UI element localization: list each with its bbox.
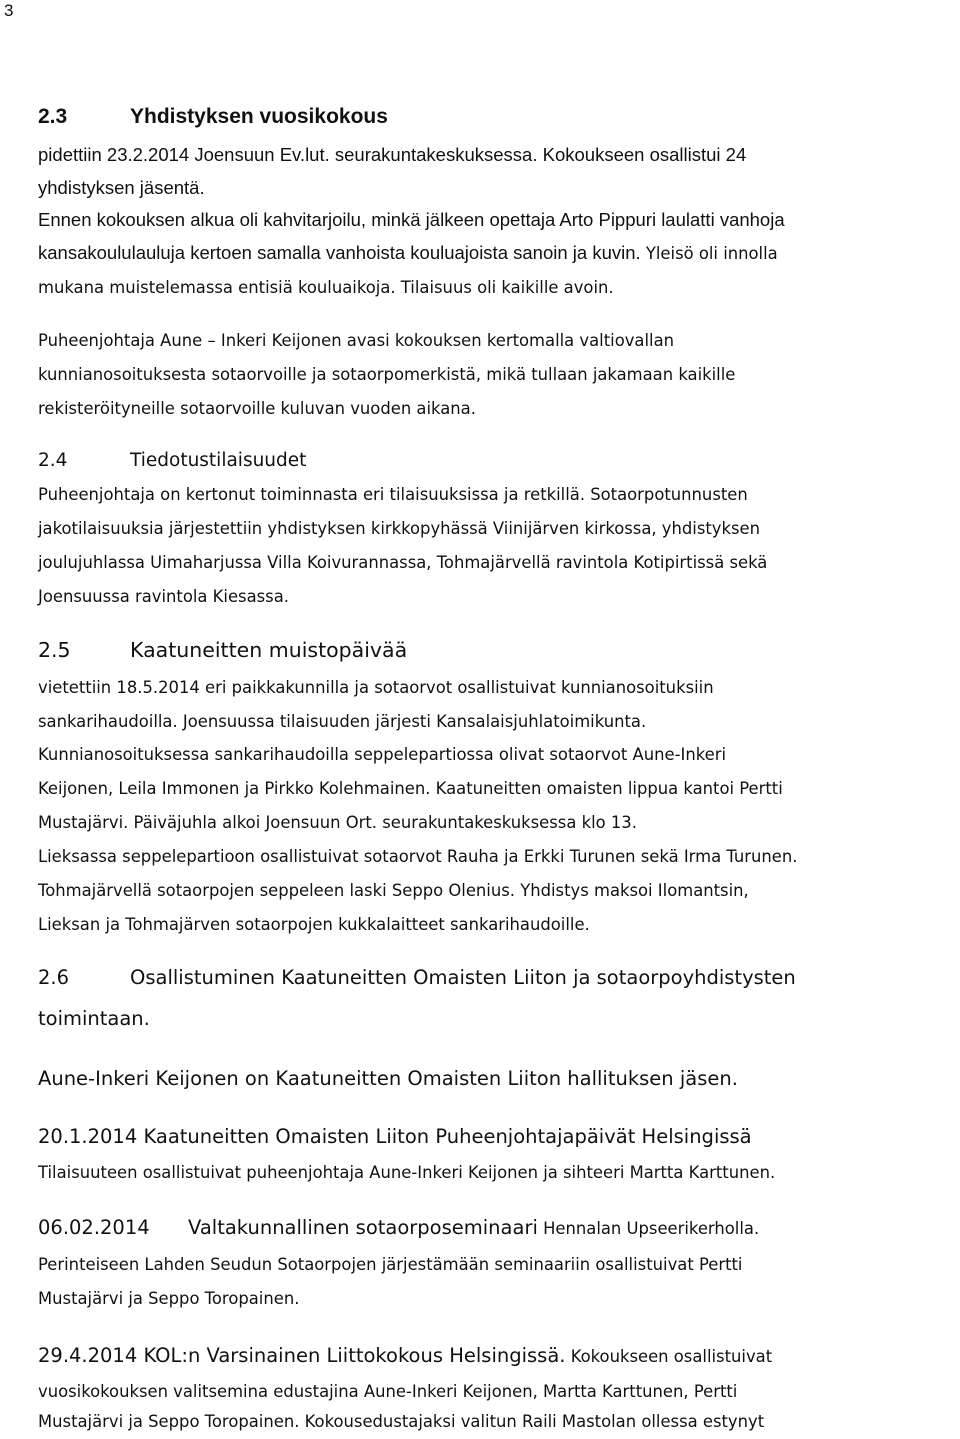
paragraph-line: Lieksassa seppelepartioon osallistuivat sotaorvot Rauha ja Erkki Turunen sekä Irma Turunen. bbox=[38, 847, 798, 866]
paragraph-line: sankarihaudoilla. Joensuussa tilaisuuden järjesti Kansalaisjuhlatoimikunta. bbox=[38, 712, 647, 731]
paragraph-line: joulujuhlassa Uimaharjussa Villa Koivurannassa, Tohmajärvellä ravintola Kotipirtissä sekä bbox=[38, 553, 768, 572]
paragraph-line: Lieksan ja Tohmajärven sotaorpojen kukkalaitteet sankarihaudoille. bbox=[38, 915, 590, 934]
paragraph-line: vuosikokouksen valitsemina edustajina Aune-Inkeri Keijonen, Martta Karttunen, Pertti bbox=[38, 1382, 738, 1401]
text-run: Yleisö oli innolla bbox=[640, 244, 778, 263]
section-title: Yhdistyksen vuosikokous bbox=[130, 105, 388, 128]
section-2-5-heading bbox=[38, 630, 407, 670]
section-number: 2.4 bbox=[38, 450, 68, 471]
event-place: Hennalan Upseerikerholla. bbox=[537, 1219, 760, 1238]
paragraph-line: Tohmajärvellä sotaorpojen seppeleen laski Seppo Olenius. Yhdistys maksoi Ilomantsin, bbox=[38, 881, 749, 900]
paragraph-line: pidettiin 23.2.2014 Joensuun Ev.lut. seurakuntakeskuksessa. Kokoukseen osallistui 24 bbox=[38, 144, 747, 165]
paragraph-line: Perinteiseen Lahden Seudun Sotaorpojen järjestämään seminaariin osallistuivat Pertti bbox=[38, 1255, 743, 1274]
section-number: 2.5 bbox=[38, 638, 71, 662]
paragraph-line: Keijonen, Leila Immonen ja Pirkko Kolehmainen. Kaatuneitten omaisten lippua kantoi Pertti bbox=[38, 779, 783, 798]
paragraph-line: yhdistyksen jäsentä. bbox=[38, 177, 205, 198]
paragraph-line: Mustajärvi ja Seppo Toropainen. Kokousedustajaksi valitun Raili Mastolan ollessa estynyt bbox=[38, 1412, 765, 1431]
paragraph-line: Tilaisuuteen osallistuivat puheenjohtaja Aune-Inkeri Keijonen ja sihteeri Martta Karttunen. bbox=[38, 1163, 776, 1182]
paragraph-line: Puheenjohtaja on kertonut toiminnasta eri tilaisuuksissa ja retkillä. Sotaorpotunnusten bbox=[38, 485, 748, 504]
event-heading: 20.1.2014 Kaatuneitten Omaisten Liiton Puheenjohtajapäivät Helsingissä bbox=[38, 1125, 752, 1148]
section-2-6-heading bbox=[38, 959, 796, 997]
paragraph-line: Mustajärvi. Päiväjuhla alkoi Joensuun Ort. seurakuntakeskuksessa klo 13. bbox=[38, 813, 637, 832]
text-run: Kokoukseen osallistuivat bbox=[565, 1347, 773, 1366]
paragraph-line bbox=[38, 236, 778, 271]
paragraph-line: vietettiin 18.5.2014 eri paikkakunnilla ja sotaorvot osallistuivat kunnianosoituksiin bbox=[38, 678, 714, 697]
member-statement: Aune-Inkeri Keijonen on Kaatuneitten Omaisten Liiton hallituksen jäsen. bbox=[38, 1067, 738, 1090]
section-number: 2.3 bbox=[38, 105, 68, 128]
paragraph-line: Ennen kokouksen alkua oli kahvitarjoilu, minkä jälkeen opettaja Arto Pippuri laulatti vanhoja bbox=[38, 209, 785, 230]
paragraph-line: mukana muistelemassa entisiä kouluaikoja. Tilaisuus oli kaikille avoin. bbox=[38, 278, 614, 297]
section-2-4-heading bbox=[38, 443, 306, 479]
section-2-3-heading bbox=[38, 98, 388, 136]
event-date: 06.02.2014 bbox=[38, 1216, 150, 1239]
event-heading bbox=[38, 1337, 772, 1376]
paragraph-line: rekisteröityneille sotaorvoille kuluvan vuoden aikana. bbox=[38, 399, 476, 418]
event-title: 29.4.2014 KOL:n Varsinainen Liittokokous Helsingissä. bbox=[38, 1344, 566, 1367]
event-heading bbox=[38, 1209, 759, 1248]
paragraph-line: Mustajärvi ja Seppo Toropainen. bbox=[38, 1289, 300, 1308]
paragraph-line: Kunnianosoituksessa sankarihaudoilla seppelepartiossa olivat sotaorvot Aune-Inkeri bbox=[38, 745, 727, 764]
text-run: kansakoululauluja kertoen samalla vanhoista kouluajoista sanoin ja kuvin. bbox=[38, 242, 641, 263]
paragraph-line: kunnianosoituksesta sotaorvoille ja sotaorpomerkistä, mikä tullaan jakamaan kaikille bbox=[38, 365, 736, 384]
event-title: Valtakunnallinen sotaorposeminaari bbox=[188, 1216, 538, 1239]
paragraph-line: Puheenjohtaja Aune – Inkeri Keijonen avasi kokouksen kertomalla valtiovallan bbox=[38, 331, 675, 350]
page-number: 3 bbox=[4, 1, 14, 20]
section-title: Tiedotustilaisuudet bbox=[130, 450, 307, 471]
section-number: 2.6 bbox=[38, 966, 70, 989]
paragraph-line: jakotilaisuuksia järjestettiin yhdistyksen kirkkopyhässä Viinijärven kirkossa, yhdistyksen bbox=[38, 519, 761, 538]
section-title: Osallistuminen Kaatuneitten Omaisten Liiton ja sotaorpoyhdistysten bbox=[130, 966, 796, 989]
section-title-continued: toimintaan. bbox=[38, 1007, 150, 1030]
paragraph-line: Joensuussa ravintola Kiesassa. bbox=[38, 587, 289, 606]
section-title: Kaatuneitten muistopäivää bbox=[130, 638, 408, 662]
